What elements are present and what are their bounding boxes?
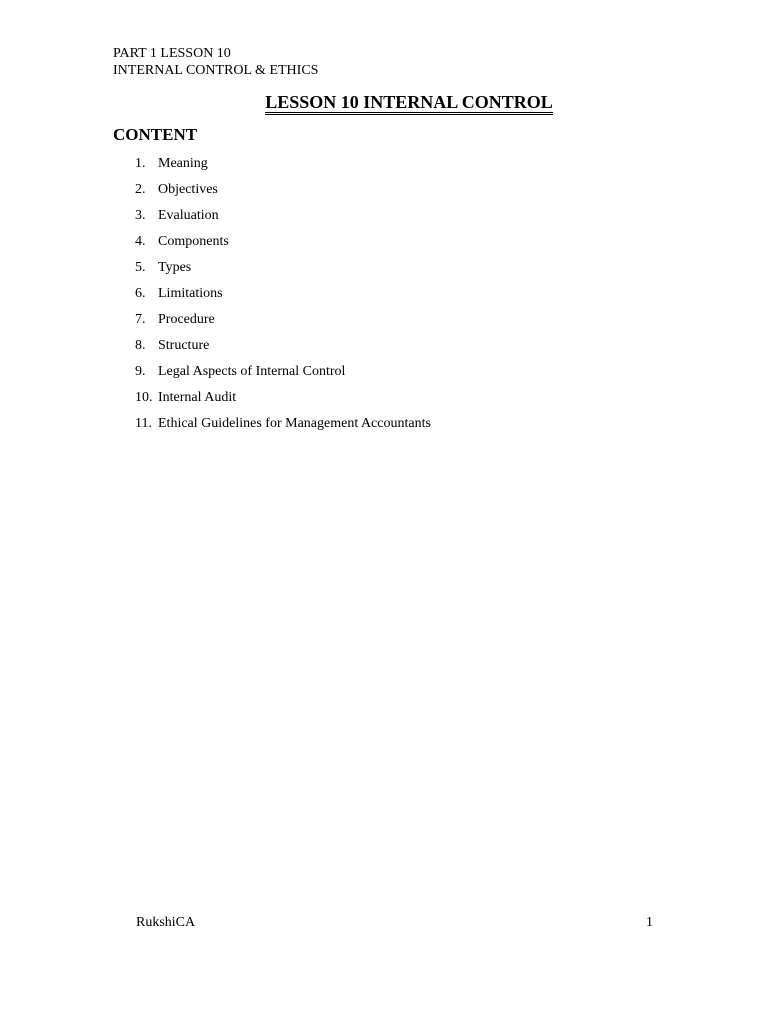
footer-author: RukshiCA bbox=[136, 915, 196, 930]
contents-item: 4. Components bbox=[135, 234, 229, 249]
lesson-title-text: LESSON 10 INTERNAL CONTROL bbox=[265, 92, 553, 115]
contents-item: 9. Legal Aspects of Internal Control bbox=[135, 364, 346, 379]
contents-item: 7. Procedure bbox=[135, 312, 215, 327]
contents-item: 11. Ethical Guidelines for Management Accountants bbox=[135, 416, 431, 431]
contents-item: 2. Objectives bbox=[135, 182, 218, 197]
contents-item: 5. Types bbox=[135, 260, 192, 275]
contents-item: 8. Structure bbox=[135, 338, 210, 353]
contents-item: 3. Evaluation bbox=[135, 208, 219, 223]
contents-list bbox=[135, 154, 431, 440]
page-number: 1 bbox=[646, 915, 653, 930]
contents-item: 1. Meaning bbox=[135, 156, 208, 171]
contents-item: 10. Internal Audit bbox=[135, 390, 237, 405]
header-line-2: INTERNAL CONTROL & ETHICS bbox=[113, 63, 319, 78]
page-header bbox=[113, 45, 318, 79]
lesson-title bbox=[0, 91, 768, 113]
header-line-1: PART 1 LESSON 10 bbox=[113, 46, 231, 61]
content-heading: CONTENT bbox=[113, 125, 198, 144]
contents-item: 6. Limitations bbox=[135, 286, 223, 301]
